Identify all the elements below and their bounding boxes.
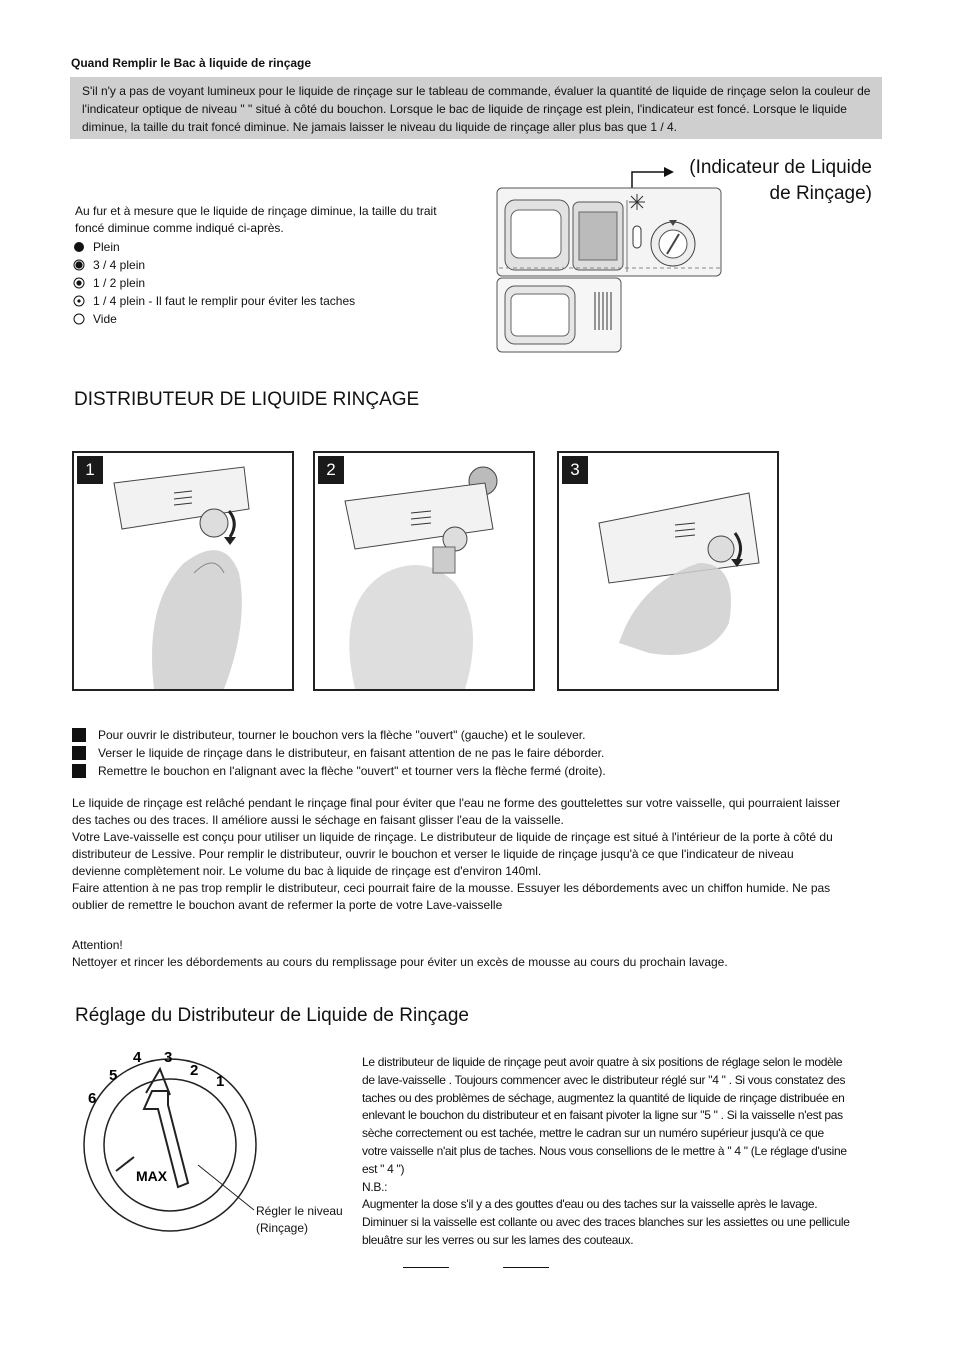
- step-text: Remettre le bouchon en l'alignant avec la flèche "ouvert" et tourner vers la flèche fermé (droite).: [98, 764, 606, 778]
- dial-number-3: 3: [164, 1049, 173, 1066]
- attention-block: [72, 937, 842, 971]
- level-item: [73, 274, 355, 292]
- attention-title: Attention!: [72, 938, 123, 952]
- paragraph-purpose: Le liquide de rinçage est relâché pendant le rinçage final pour éviter que l'eau ne forme des gouttelettes sur votre vaisselle, qui pourraient laisser des taches ou des traces. Il améliore aussi le séchage en faisant glisser l'eau de la vaisselle.: [72, 796, 841, 827]
- attention-text: Nettoyer et rincer les débordements au cours du remplissage pour éviter un excès de mousse au cours du prochain lavage.: [72, 955, 728, 969]
- level-item: [73, 292, 355, 310]
- dial-caption-line2: (Rinçage): [256, 1221, 309, 1235]
- adjust-paragraph-2: Augmenter la dose s'il y a des gouttes d'eau ou des taches sur la vaisselle après le lavage. Diminuer si la vaisselle est collante ou avec des traces blanches sur les assiettes ou une pellicule bleuâtre sur les verres ou sur les lames des couteaux.: [362, 1197, 850, 1247]
- dial-number-6: 6: [88, 1090, 97, 1107]
- step-3-illustration: [559, 453, 777, 689]
- step-item: [72, 762, 606, 780]
- level-label: Plein: [93, 240, 120, 254]
- adjust-paragraph-1: Le distributeur de liquide de rinçage peut avoir quatre à six positions de réglage selon le modèle de lave-vaisselle . Toujours commencer avec le distributeur réglé sur "4 " . Si vous constatez des taches ou des problèmes de séchage, augmentez la quantité de liquide de rinçage distribuée en enlevant le bouchon du distributeur et en faisant pivoter la ligne sur "5 " . Si la vaisselle n'est pas sèche correctement ou est tachée, mettre le cadran sur un numéro supérieur jusqu'à ce que votre vaisselle n'ait plus de taches. Nous vous consellions de le mettre à " 4 " (Le réglage d'usine est " 4 "): [362, 1055, 847, 1176]
- level-label: 1 / 4 plein - Il faut le remplir pour éviter les taches: [93, 294, 356, 308]
- dial-max-label: MAX: [136, 1168, 168, 1184]
- level-label: 3 / 4 plein: [93, 258, 146, 272]
- level-list: [73, 238, 355, 328]
- step-list: [72, 726, 606, 780]
- step-item: [72, 744, 606, 762]
- step-text: Pour ouvrir le distributeur, tourner le bouchon vers la flèche "ouvert" (gauche) et le soulever.: [98, 728, 586, 742]
- level-item: [73, 256, 355, 274]
- level-label: 1 / 2 plein: [93, 276, 146, 290]
- dial-number-1: 1: [216, 1073, 225, 1090]
- body-text: [72, 795, 842, 914]
- bullet-square-icon: [72, 764, 86, 778]
- dial-caption: [256, 1203, 343, 1237]
- quarter-circle-icon: [73, 295, 85, 307]
- step-item: [72, 726, 606, 744]
- paragraph-overfill: Faire attention à ne pas trop remplir le distributeur, ceci pourrait faire de la mousse. Essuyer les débordements avec un chiffon humide. Ne pas oublier de remettre le bouchon avant de refermer la porte de votre Lave-vaisselle: [72, 881, 831, 912]
- footer-rule-right: [503, 1267, 549, 1268]
- step-2-illustration: [315, 453, 533, 689]
- step-panel-1: [72, 451, 294, 691]
- empty-circle-icon: [73, 313, 85, 325]
- paragraph-filling: Votre Lave-vaisselle est conçu pour utiliser un liquide de rinçage. Le distributeur de liquide de rinçage est situé à l'intérieur de la porte à côté du distributeur de Lessive. Pour remplir le distributeur, ouvrir le bouchon et verser le liquide de rinçage jusqu'à ce que l'indicateur de niveau devienne complètement noir. Le volume du bac à liquide de rinçage est d'environ 140ml.: [72, 830, 833, 878]
- level-intro-text: Au fur et à mesure que le liquide de rinçage diminue, la taille du trait foncé diminue comme indiqué ci-après.: [75, 204, 437, 235]
- dispenser-illustration: [495, 180, 725, 356]
- adjust-heading: Réglage du Distributeur de Liquide de Rinçage: [75, 1005, 469, 1026]
- distributor-heading: DISTRIBUTEUR DE LIQUIDE RINÇAGE: [74, 389, 420, 410]
- three-quarter-circle-icon: [73, 259, 85, 271]
- section-heading-when-to-fill: Quand Remplir le Bac à liquide de rinçage: [71, 56, 312, 70]
- step-text: Verser le liquide de rinçage dans le distributeur, en faisant attention de ne pas le faire déborder.: [98, 746, 605, 760]
- info-box: [70, 77, 882, 139]
- indicator-caption-line2: de Rinçage): [769, 183, 872, 204]
- step-panel-2: [313, 451, 535, 691]
- step-number: 3: [562, 456, 588, 484]
- step-number: 2: [318, 456, 344, 484]
- level-item: [73, 310, 355, 328]
- full-circle-icon: [73, 241, 85, 253]
- level-item: [73, 238, 355, 256]
- dial-number-5: 5: [109, 1067, 118, 1084]
- adjust-nb: N.B.:: [362, 1179, 388, 1194]
- bullet-square-icon: [72, 728, 86, 742]
- half-circle-icon: [73, 277, 85, 289]
- dial-number-4: 4: [133, 1049, 142, 1066]
- dial-caption-line1: Régler le niveau: [256, 1204, 343, 1218]
- indicator-caption-line1: (Indicateur de Liquide: [689, 157, 872, 178]
- footer-rule-left: [403, 1267, 449, 1268]
- bullet-square-icon: [72, 746, 86, 760]
- step-number: 1: [77, 456, 103, 484]
- level-indicator-window: [633, 226, 641, 248]
- sun-icon: [629, 194, 645, 210]
- level-label: Vide: [93, 312, 117, 326]
- step-panel-3: [557, 451, 779, 691]
- dial-number-2: 2: [190, 1062, 199, 1079]
- step-1-illustration: [74, 453, 292, 689]
- info-box-text: S'il n'y a pas de voyant lumineux pour le liquide de rinçage sur le tableau de commande, évaluer la quantité de liquide de rinçage selon la couleur de l'indicateur optique de niveau " " situé à côté du bouchon. Lorsque le bac de liquide de rinçage est plein, l'indicateur est foncé. Lorsque le liquide diminue, la taille du trait foncé diminue. Ne jamais laisser le niveau du liquide de rinçage aller plus bas que 1 / 4.: [82, 84, 871, 134]
- adjust-text: [362, 1054, 852, 1250]
